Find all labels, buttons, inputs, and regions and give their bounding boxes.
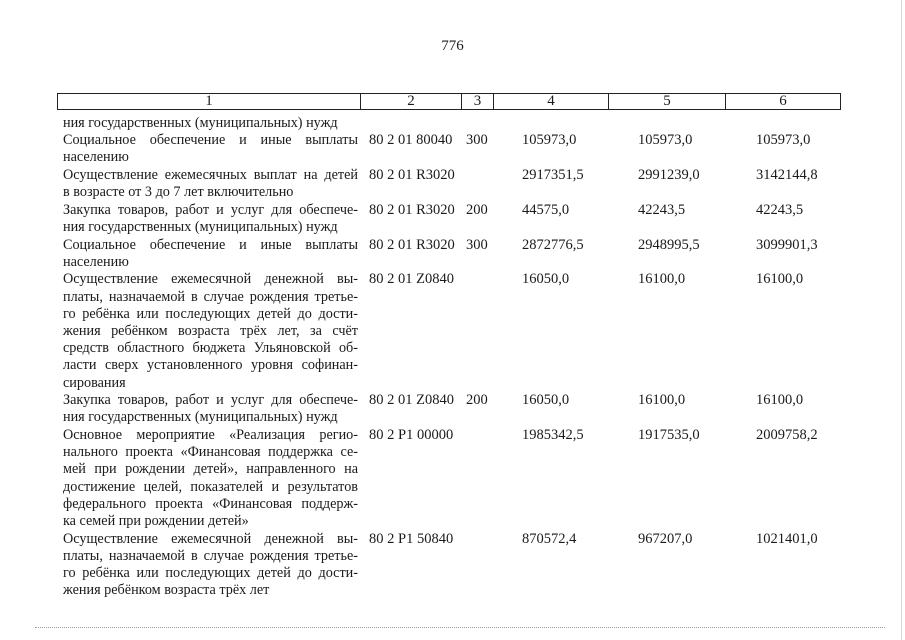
description-line: населению <box>63 253 129 270</box>
row-value-col5: 1917535,0 <box>638 427 700 443</box>
description-line: ния государственных (муниципальных) нужд <box>63 409 338 426</box>
row-description <box>63 115 358 132</box>
description-line: Социальное обеспечение и иные выплаты <box>63 132 358 149</box>
description-line: ка семей при рождении детей» <box>63 513 249 530</box>
row-value-col4: 870572,4 <box>522 530 577 547</box>
description-line: ния государственных (муниципальных) нужд <box>63 219 338 235</box>
description-line: федерального проекта «Финансовая поддерж- <box>63 495 358 512</box>
row-description <box>63 427 358 530</box>
row-value-col4: 16050,0 <box>522 392 570 409</box>
row-expense-kind: 300 <box>466 236 488 253</box>
row-description <box>63 167 358 201</box>
description-line: ласти сверх установленного уровня софинан- <box>63 357 358 374</box>
row-value-col6: 3142144,8 <box>756 167 818 183</box>
row-code: 80 2 01 R3020 <box>369 236 455 253</box>
row-value-col4: 2872776,5 <box>522 236 584 253</box>
row-value-col4: 105973,0 <box>522 132 577 149</box>
row-value-col4: 16050,0 <box>522 271 570 288</box>
description-line: го ребёнка или последующих детей до дости- <box>63 305 358 322</box>
row-value-col5: 42243,5 <box>638 201 686 218</box>
description-line: Осуществление ежемесячной денежной вы- <box>63 271 358 288</box>
description-line: достижение целей, показателей и результатов <box>63 478 358 495</box>
row-description <box>63 271 358 391</box>
description-line: сирования <box>63 374 126 391</box>
description-line: средств областного бюджета Ульяновской об- <box>63 340 358 357</box>
description-line: Закупка товаров, работ и услуг для обеспече- <box>63 392 358 409</box>
description-line: в возрасте от 3 до 7 лет включительно <box>63 184 294 201</box>
table-header <box>57 93 841 110</box>
description-line: Закупка товаров, работ и услуг для обеспече- <box>63 201 358 218</box>
row-code: 80 2 01 R3020 <box>369 201 455 218</box>
row-value-col6: 16100,0 <box>756 271 804 288</box>
header-col-5: 5 <box>609 94 726 109</box>
row-code: 80 2 01 R3020 <box>369 167 455 183</box>
description-line: мей при рождении детей», направленного на <box>63 461 358 478</box>
description-line: Основное мероприятие «Реализация регио- <box>63 427 358 443</box>
row-code: 80 2 P1 00000 <box>369 427 454 443</box>
row-description <box>63 132 358 166</box>
description-line: платы, назначаемой в случае рождения третье- <box>63 547 358 564</box>
description-line: жения ребёнком возраста трёх лет, за счёт <box>63 323 358 339</box>
row-value-col6: 1021401,0 <box>756 530 818 547</box>
description-line: Социальное обеспечение и иные выплаты <box>63 236 358 253</box>
description-line: нального проекта «Финансовая поддержка се- <box>63 444 358 461</box>
row-description <box>63 237 358 271</box>
row-code: 80 2 P1 50840 <box>369 530 454 547</box>
row-code: 80 2 01 80040 <box>369 132 453 149</box>
row-value-col4: 2917351,5 <box>522 167 584 183</box>
row-value-col6: 2009758,2 <box>756 427 818 443</box>
header-col-1: 1 <box>58 94 361 109</box>
header-col-2: 2 <box>361 94 462 109</box>
description-line: го ребёнка или последующих детей до дости- <box>63 565 358 581</box>
row-value-col5: 2991239,0 <box>638 167 700 183</box>
page-bottom-dotted-line <box>35 627 885 628</box>
row-value-col5: 967207,0 <box>638 530 693 547</box>
header-col-6: 6 <box>779 93 787 109</box>
row-value-col6: 3099901,3 <box>756 236 818 253</box>
row-description <box>63 202 358 236</box>
description-line: жения ребёнком возраста трёх лет <box>63 582 270 599</box>
row-expense-kind: 200 <box>466 201 488 218</box>
row-value-col5: 105973,0 <box>638 132 693 149</box>
header-col-4: 4 <box>494 94 609 109</box>
row-value-col4: 44575,0 <box>522 201 570 218</box>
row-value-col4: 1985342,5 <box>522 427 584 443</box>
row-description <box>63 392 358 426</box>
row-expense-kind: 200 <box>466 392 488 409</box>
page-number: 776 <box>441 38 464 54</box>
row-value-col5: 16100,0 <box>638 392 686 409</box>
description-line: ния государственных (муниципальных) нужд <box>63 115 338 131</box>
row-code: 80 2 01 Z0840 <box>369 392 454 409</box>
row-value-col6: 16100,0 <box>756 392 804 409</box>
row-description <box>63 531 358 600</box>
page-edge <box>901 0 902 640</box>
description-line: Осуществление ежемесячных выплат на детей <box>63 167 358 183</box>
row-value-col5: 16100,0 <box>638 271 686 288</box>
row-value-col5: 2948995,5 <box>638 236 700 253</box>
row-value-col6: 105973,0 <box>756 132 811 149</box>
description-line: населению <box>63 149 129 166</box>
header-col-3: 3 <box>462 94 494 109</box>
description-line: Осуществление ежемесячной денежной вы- <box>63 530 358 547</box>
row-value-col6: 42243,5 <box>756 201 804 218</box>
row-expense-kind: 300 <box>466 132 488 149</box>
description-line: платы, назначаемой в случае рождения третье- <box>63 288 358 305</box>
row-code: 80 2 01 Z0840 <box>369 271 454 288</box>
